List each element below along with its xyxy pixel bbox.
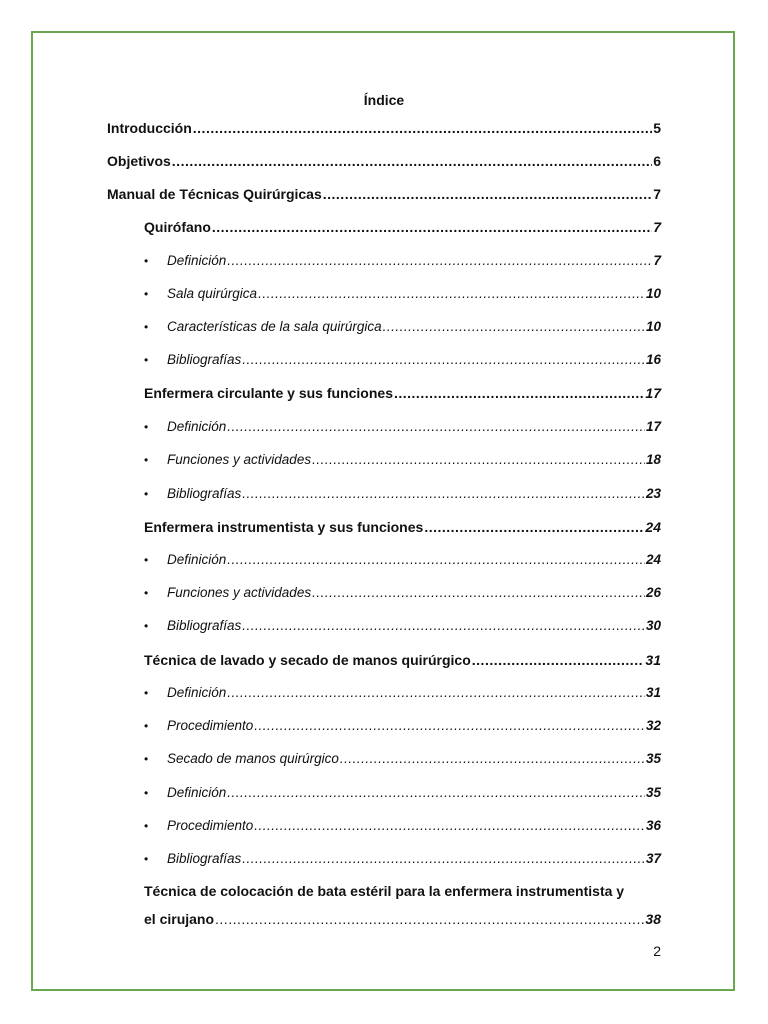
dot-leader	[312, 451, 645, 469]
toc-entry[interactable]	[107, 185, 661, 203]
toc-entry[interactable]	[144, 218, 661, 236]
dot-leader	[212, 218, 652, 236]
bullet-icon: •	[144, 819, 149, 833]
toc-entry[interactable]	[144, 551, 661, 569]
toc-entry[interactable]	[144, 617, 661, 635]
toc-entry[interactable]	[144, 252, 661, 270]
toc-entry[interactable]	[144, 850, 661, 868]
toc-entry-label: Características de la sala quirúrgica	[167, 319, 382, 334]
toc-entry-label: Procedimiento	[167, 818, 254, 833]
toc-entry-page: 7	[653, 219, 661, 235]
toc-entry-label: Definición	[167, 785, 227, 800]
toc-entry-label: Procedimiento	[167, 718, 254, 733]
bullet-icon: •	[144, 254, 149, 268]
dot-leader	[383, 318, 645, 336]
toc-entry-page: 26	[645, 585, 661, 600]
toc-entry-page: 31	[645, 685, 661, 700]
dot-leader	[242, 617, 645, 635]
toc-entry[interactable]	[107, 152, 661, 170]
toc-entry-page: 7	[653, 186, 661, 202]
toc-entry[interactable]	[107, 119, 661, 137]
toc-entry-page: 35	[645, 751, 661, 766]
bullet-icon: •	[144, 852, 149, 866]
toc-entry-label: Quirófano	[144, 219, 211, 235]
dot-leader	[193, 119, 652, 137]
toc-entry-label: Definición	[167, 552, 227, 567]
toc-entry-page: 31	[645, 652, 661, 668]
dot-leader	[227, 684, 645, 702]
dot-leader	[394, 384, 644, 402]
toc-entry-label: Bibliografías	[167, 352, 242, 367]
toc-entry-label: Secado de manos quirúrgico	[167, 751, 339, 766]
toc-entry-label-continued: el cirujano	[144, 911, 215, 927]
toc-entry-page: 5	[653, 120, 661, 136]
bullet-icon: •	[144, 719, 149, 733]
toc-entry-label: Bibliografías	[167, 851, 242, 866]
bullet-icon: •	[144, 287, 149, 301]
toc-entry-label: Bibliografías	[167, 486, 242, 501]
toc-entry-label: Manual de Técnicas Quirúrgicas	[107, 186, 322, 202]
bullet-icon: •	[144, 353, 149, 367]
toc-entry-label: Técnica de lavado y secado de manos quirúrgico	[144, 652, 471, 668]
toc-entry[interactable]	[144, 817, 661, 835]
toc-entry-page: 16	[645, 352, 661, 367]
bullet-icon: •	[144, 619, 149, 633]
toc-entry[interactable]	[144, 351, 661, 369]
bullet-icon: •	[144, 586, 149, 600]
dot-leader	[258, 285, 645, 303]
toc-entry-label: Funciones y actividades	[167, 452, 312, 467]
toc-entry-label: Introducción	[107, 120, 192, 136]
toc-entry-label: Técnica de colocación de bata estéril para la enfermera instrumentista y	[144, 883, 625, 899]
toc-entry[interactable]	[144, 784, 661, 802]
toc-entry[interactable]	[144, 318, 661, 336]
toc-entry[interactable]	[144, 684, 661, 702]
dot-leader	[227, 418, 645, 436]
toc-entry-label: Enfermera instrumentista y sus funciones	[144, 519, 424, 535]
dot-leader	[242, 850, 645, 868]
toc-entry-page: 24	[645, 552, 661, 567]
toc-entry-label: Definición	[167, 419, 227, 434]
toc-entry-label: Funciones y actividades	[167, 585, 312, 600]
toc-entry[interactable]	[144, 750, 661, 768]
dot-leader	[242, 485, 645, 503]
toc-entry[interactable]	[144, 451, 661, 469]
bullet-icon: •	[144, 752, 149, 766]
toc-entry[interactable]	[144, 418, 661, 436]
dot-leader	[254, 817, 645, 835]
page-border	[31, 31, 735, 991]
dot-leader	[227, 551, 645, 569]
toc-entry[interactable]	[144, 651, 661, 669]
dot-leader	[424, 518, 644, 536]
toc-entry-page: 7	[653, 253, 661, 268]
dot-leader	[242, 351, 645, 369]
toc-entry[interactable]	[144, 882, 661, 928]
toc-entry[interactable]	[144, 485, 661, 503]
toc-entry-page: 37	[645, 851, 661, 866]
dot-leader	[340, 750, 645, 768]
toc-entry-page: 10	[645, 319, 661, 334]
index-title: Índice	[363, 92, 405, 108]
dot-leader	[227, 252, 652, 270]
bullet-icon: •	[144, 453, 149, 467]
toc-entry-page: 35	[645, 785, 661, 800]
toc-entry-label: Enfermera circulante y sus funciones	[144, 385, 393, 401]
toc-entry-page: 18	[645, 452, 661, 467]
toc-entry-label: Bibliografías	[167, 618, 242, 633]
toc-entry-page: 10	[645, 286, 661, 301]
bullet-icon: •	[144, 786, 149, 800]
toc-entry[interactable]	[144, 384, 661, 402]
dot-leader	[172, 152, 652, 170]
toc-entry-label: Definición	[167, 253, 227, 268]
toc-entry-label: Objetivos	[107, 153, 171, 169]
bullet-icon: •	[144, 420, 149, 434]
toc-entry-label: Definición	[167, 685, 227, 700]
toc-entry-page: 17	[645, 419, 661, 434]
bullet-icon: •	[144, 553, 149, 567]
dot-leader	[312, 584, 645, 602]
toc-entry-page: 38	[645, 911, 661, 927]
toc-entry[interactable]	[144, 285, 661, 303]
dot-leader	[227, 784, 645, 802]
bullet-icon: •	[144, 487, 149, 501]
toc-entry-page: 30	[645, 618, 661, 633]
dot-leader	[254, 717, 645, 735]
dot-leader	[323, 185, 652, 203]
bullet-icon: •	[144, 320, 149, 334]
dot-leader	[215, 910, 644, 928]
bullet-icon: •	[144, 686, 149, 700]
toc-entry-page: 17	[645, 385, 661, 401]
toc-entry-page: 24	[645, 519, 661, 535]
toc-entry-page: 36	[645, 818, 661, 833]
toc-entry-page: 6	[653, 153, 661, 169]
toc-entry-page: 23	[645, 486, 661, 501]
toc-entry[interactable]	[144, 717, 661, 735]
toc-entry[interactable]	[144, 518, 661, 536]
toc-entry[interactable]	[144, 584, 661, 602]
page-number: 2	[653, 943, 661, 959]
toc-entry-label: Sala quirúrgica	[167, 286, 258, 301]
toc-entry-page: 32	[645, 718, 661, 733]
dot-leader	[472, 651, 645, 669]
